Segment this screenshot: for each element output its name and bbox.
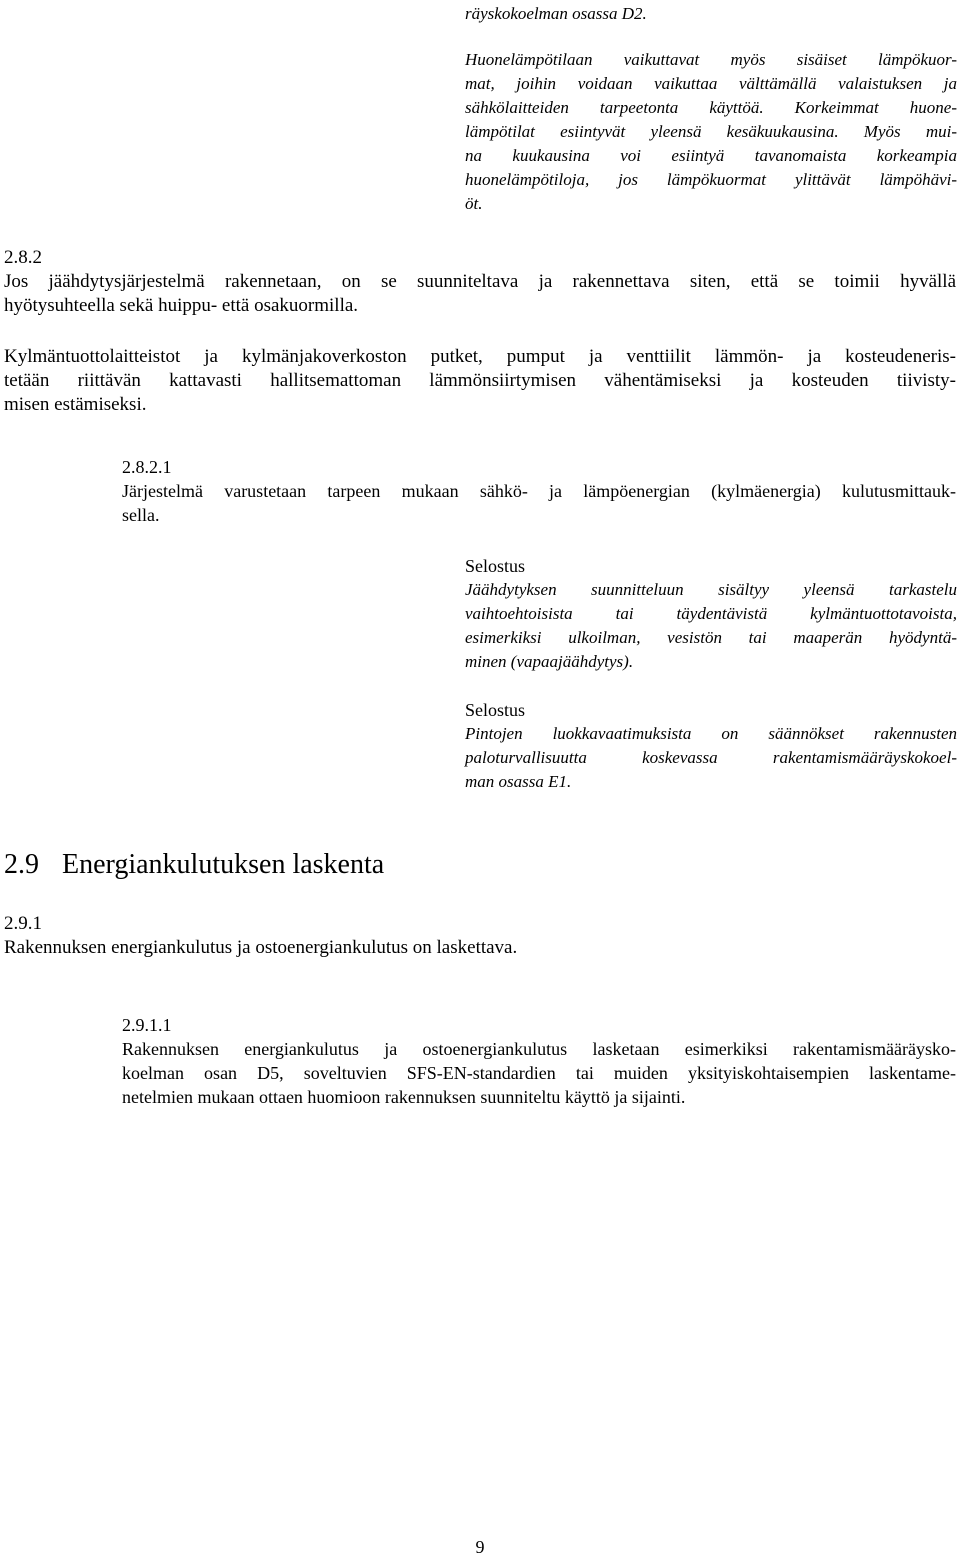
selostus-title: Selostus <box>465 700 526 720</box>
paragraph-line: misen estämiseksi. <box>4 394 147 415</box>
section-2-9-1-1 <box>122 1013 956 1109</box>
note-line: Huonelämpötilaan vaikuttavat myös sisäiset lämpökuor- <box>465 50 957 69</box>
note-line: lämpötilat esiintyvät yleensä kesäkuukausina. Myös mui- <box>465 122 957 141</box>
selostus-line: esimerkiksi ulkoilman, vesistön tai maaperän hyödyntä- <box>465 628 957 647</box>
section-number: 2.9.1.1 <box>122 1015 172 1035</box>
top-note <box>465 2 957 26</box>
selostus-line: minen (vapaajäähdytys). <box>465 652 634 671</box>
selostus-title: Selostus <box>465 556 526 576</box>
selostus-line: vaihtoehtoisista tai täydentävistä kylmäntuottotavoista, <box>465 604 957 623</box>
selostus-surfaces <box>465 698 957 794</box>
note-line: sähkölaitteiden tarpeetonta käyttöä. Korkeimmat huone- <box>465 98 957 117</box>
note-line: mat, joihin voidaan vaikuttaa välttämällä valaistuksen ja <box>465 74 957 93</box>
section-2-8-2 <box>4 246 956 318</box>
section-2-8-2-1 <box>122 455 956 527</box>
section-text-line: Jos jäähdytysjärjestelmä rakennetaan, on se suunniteltava ja rakennettava siten, että se toimii hyvällä <box>4 271 956 292</box>
section-number: 2.8.2.1 <box>122 457 172 477</box>
section-2-9-1 <box>4 912 956 960</box>
section-number: 2.8.2 <box>4 247 42 268</box>
note-line: öt. <box>465 194 483 213</box>
section-text-line: koelman osan D5, soveltuvien SFS-EN-standardien tai muiden yksityiskohtaisempien laskentame- <box>122 1063 956 1083</box>
section-text-line: Rakennuksen energiankulutus ja ostoenergiankulutus lasketaan esimerkiksi rakentamismääräysko- <box>122 1039 956 1059</box>
heading-title: Energiankulutuksen laskenta <box>62 849 385 880</box>
note-heat-loads <box>465 48 957 216</box>
selostus-line: paloturvallisuutta koskevassa rakentamismääräyskokoel- <box>465 748 957 767</box>
page-number: 9 <box>475 1537 485 1557</box>
note-line: na kuukausina voi esiintyä tavanomaista korkeampia <box>465 146 957 165</box>
paragraph-insulation <box>4 345 956 417</box>
selostus-line: man osassa E1. <box>465 772 572 791</box>
section-text-line: Järjestelmä varustetaan tarpeen mukaan sähkö- ja lämpöenergian (kylmäenergia) kulutusmittauk- <box>122 481 956 501</box>
section-text-line: hyötysuhteella sekä huippu- että osakuormilla. <box>4 295 359 316</box>
selostus-cooling <box>465 554 957 674</box>
note-line: räyskokoelman osassa D2. <box>465 4 647 23</box>
section-number: 2.9.1 <box>4 913 42 934</box>
selostus-line: Jäähdytyksen suunnitteluun sisältyy yleensä tarkastelu <box>465 580 957 599</box>
section-text-line: netelmien mukaan ottaen huomioon rakennuksen suunniteltu käyttö ja sijainti. <box>122 1087 686 1107</box>
note-line: huonelämpötiloja, jos lämpökuormat ylittävät lämpöhävi- <box>465 170 957 189</box>
section-text-line: Rakennuksen energiankulutus ja ostoenergiankulutus on laskettava. <box>4 937 518 958</box>
paragraph-line: tetään riittävän kattavasti hallitsemattoman lämmönsiirtymisen vähentämiseksi ja kosteuden tiivisty- <box>4 370 956 391</box>
section-text-line: sella. <box>122 505 160 525</box>
selostus-line: Pintojen luokkavaatimuksista on säännökset rakennusten <box>465 724 957 743</box>
paragraph-line: Kylmäntuottolaitteistot ja kylmänjakoverkoston putket, pumput ja venttiilit lämmön- ja kosteudeneris- <box>4 346 956 367</box>
heading-number: 2.9 <box>4 849 39 880</box>
section-heading-2-9 <box>4 848 384 882</box>
